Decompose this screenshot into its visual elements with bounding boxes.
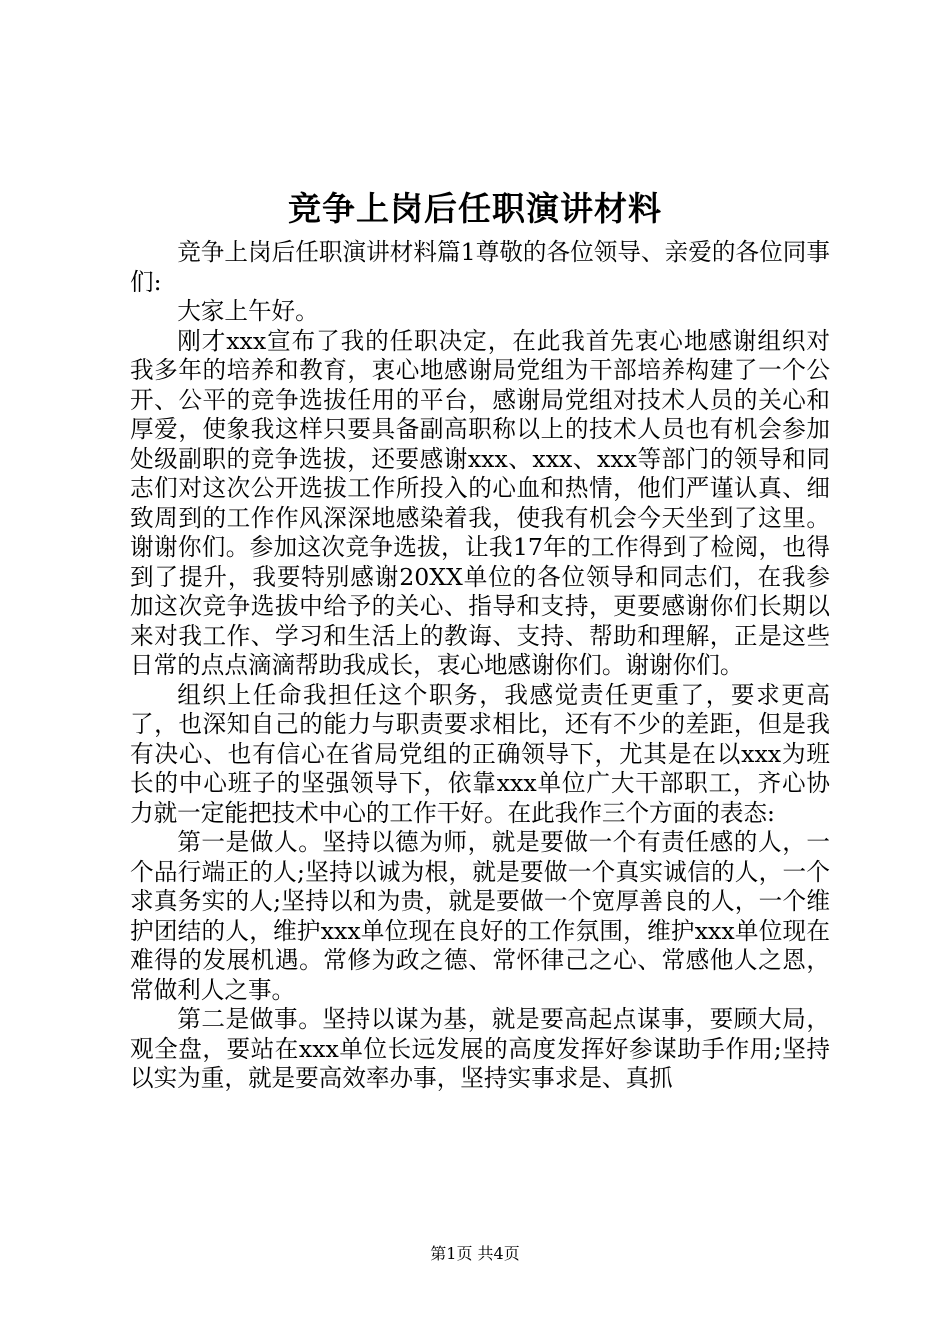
paragraph: 刚才xxx宣布了我的任职决定，在此我首先衷心地感谢组织对我多年的培养和教育，衷心地感谢局党组为干部培养构建了一个公开、公平的竞争选拔任用的平台，感谢局党组对技术人员的关心和厚爱，使象我这样只要具备副高职称以上的技术人员也有机会参加处级副职的竞争选拔，还要感谢xxx、xxx、xxx等部门的领导和同志们对这次公开选拔工作所投入的心血和热情，他们严谨认真、细致周到的工作作风深深地感染着我，使我有机会今天坐到了这里。谢谢你们。参加这次竞争选拔，让我17年的工作得到了检阅，也得到了提升，我要特别感谢20XX单位的各位领导和同志们，在我参加这次竞争选拔中给予的关心、指导和支持，更要感谢你们长期以来对我工作、学习和生活上的教诲、支持、帮助和理解，正是这些日常的点点滴滴帮助我成长，衷心地感谢你们。谢谢你们。 <box>130 326 830 679</box>
page-footer: 第1页 共4页 <box>430 1244 520 1263</box>
document-body <box>130 238 830 1094</box>
paragraph: 竞争上岗后任职演讲材料篇1尊敬的各位领导、亲爱的各位同事们: <box>130 238 830 296</box>
paragraph: 大家上午好。 <box>177 297 319 325</box>
paragraph: 第一是做人。坚持以德为师，就是要做一个有责任感的人，一个品行端正的人;坚持以诚为根，就是要做一个真实诚信的人，一个求真务实的人;坚持以和为贵，就是要做一个宽厚善良的人，一个维护团结的人，维护xxx单位现在良好的工作氛围，维护xxx单位现在难得的发展机遇。常修为政之德、常怀律己之心、常感他人之恩，常做利人之事。 <box>130 828 830 1004</box>
paragraph: 组织上任命我担任这个职务，我感觉责任更重了，要求更高了，也深知自己的能力与职责要求相比，还有不少的差距，但是我有决心、也有信心在省局党组的正确领导下，尤其是在以xxx为班长的中心班子的坚强领导下，依靠xxx单位广大干部职工，齐心协力就一定能把技术中心的工作干好。在此我作三个方面的表态: <box>130 680 830 827</box>
paragraph: 第二是做事。坚持以谋为基，就是要高起点谋事，要顾大局，观全盘，要站在xxx单位长远发展的高度发挥好参谋助手作用;坚持以实为重，就是要高效率办事，坚持实事求是、真抓 <box>130 1005 830 1092</box>
document-title: 竞争上岗后任职演讲材料 <box>288 189 662 228</box>
